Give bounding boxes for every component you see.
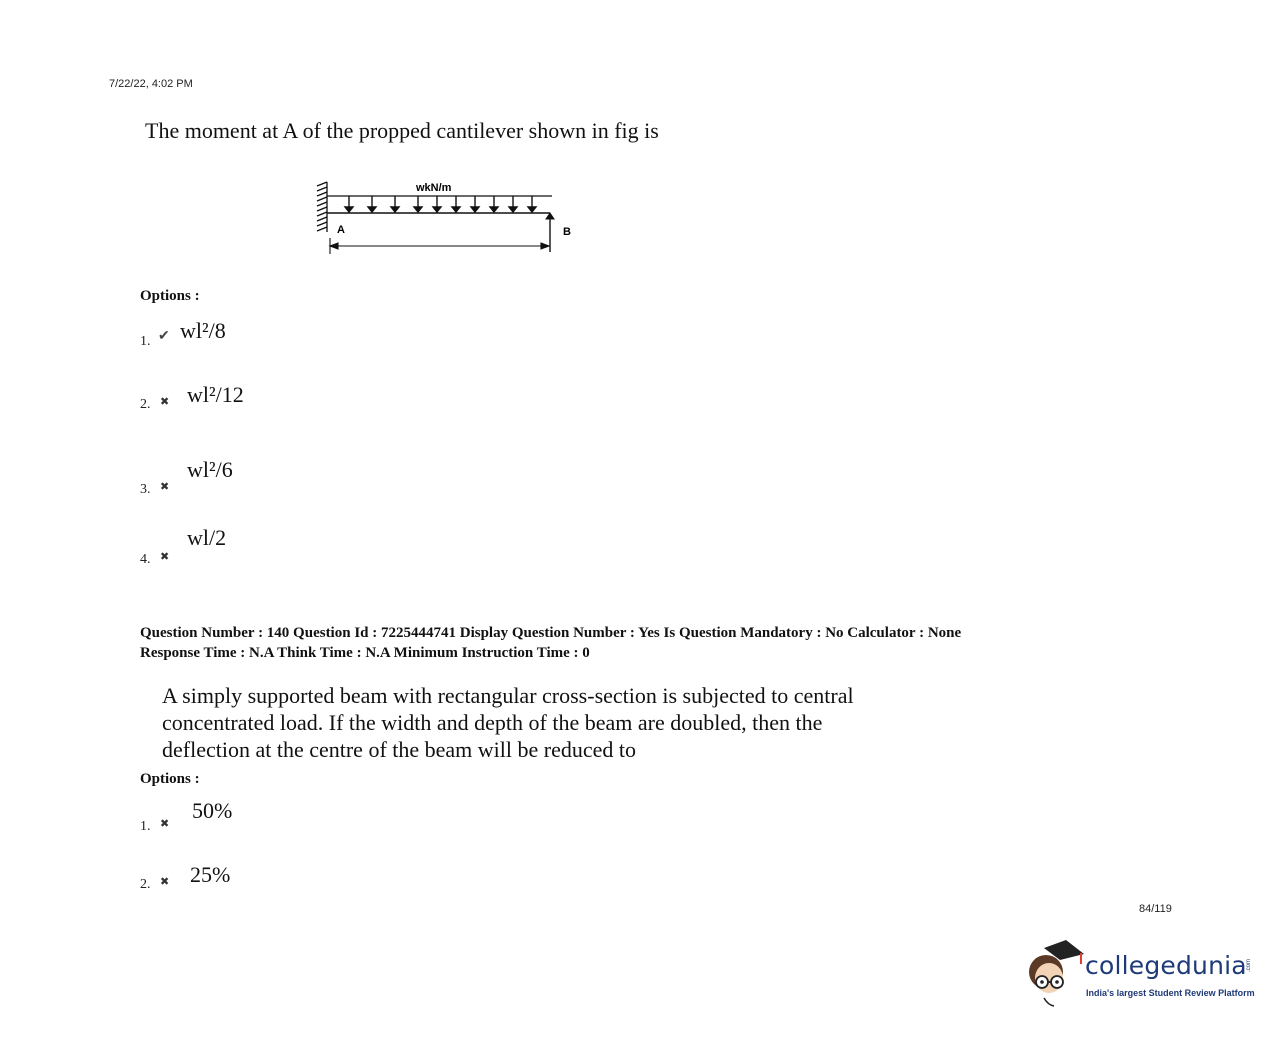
option-text: wl/2 [187,525,227,550]
support-b-label: B [563,226,571,238]
option-number: 1. [140,334,151,349]
support-a-label: A [337,224,345,236]
question-1-text: The moment at A of the propped cantilever shown in fig is [145,118,659,143]
option-text: wl²/6 [187,457,233,482]
question-2-line: deflection at the centre of the beam will be reduced to [162,737,637,762]
question-2-line: concentrated load. If the width and depth of the beam are doubled, then the [162,710,823,735]
page-number: 84/119 [1139,903,1172,915]
question-meta-line-2: Response Time : N.A Think Time : N.A Minimum Instruction Time : 0 [140,645,590,661]
logo-tagline: India's largest Student Review Platform [1086,988,1255,998]
option-number: 4. [140,552,151,567]
question-2-line: A simply supported beam with rectangular cross-section is subjected to central [162,683,854,708]
load-label: wkN/m [416,182,452,194]
check-icon: ✔ [158,329,170,344]
question-meta-line-1: Question Number : 140 Question Id : 7225444741 Display Question Number : Yes Is Question Mandatory : No Calculator : None [140,625,962,641]
option-number: 3. [140,482,151,497]
question-2-text [162,682,922,763]
cross-icon: ✖ [160,396,170,408]
option-number: 2. [140,877,151,892]
option-text: wl²/12 [187,382,244,407]
propped-cantilever-figure [312,178,582,258]
print-timestamp: 7/22/22, 4:02 PM [109,78,193,90]
options-heading: Options : [140,771,200,787]
logo-suffix: .com [1246,958,1252,972]
cross-icon: ✖ [160,551,170,563]
cross-icon: ✖ [160,481,170,493]
option-text: wl²/8 [180,318,226,343]
udl-arrows [345,196,536,212]
option-number: 2. [140,397,151,412]
logo-wordmark: collegedunia [1085,951,1247,980]
fixed-support-hatching [317,182,327,232]
option-text: 50% [192,798,233,823]
option-text: 25% [190,862,231,887]
cross-icon: ✖ [160,876,170,888]
cross-icon: ✖ [160,818,170,830]
option-number: 1. [140,819,151,834]
span-dimension-line [330,238,549,254]
options-heading: Options : [140,288,200,304]
